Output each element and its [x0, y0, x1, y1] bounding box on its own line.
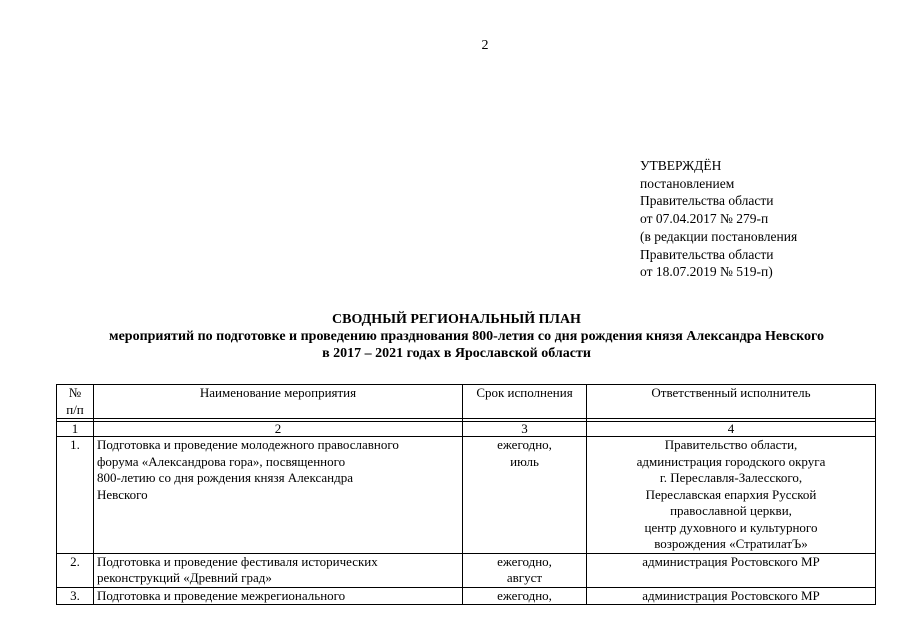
- row-term: ежегодно, июль: [463, 437, 587, 554]
- row-name: Подготовка и проведение фестиваля исторических реконструкций «Древний град»: [94, 553, 463, 587]
- row-executor: администрация Ростовского МР: [587, 553, 876, 587]
- row-term: ежегодно,: [463, 587, 587, 605]
- approval-line: от 18.07.2019 № 519-п): [640, 264, 773, 280]
- row-executor: администрация Ростовского МР: [587, 587, 876, 605]
- title-line-1: СВОДНЫЙ РЕГИОНАЛЬНЫЙ ПЛАН: [332, 312, 581, 327]
- row-number: 3.: [57, 587, 94, 605]
- title-line-2: мероприятий по подготовке и проведению празднования 800-летия со дня рождения князя Александра Невского: [109, 329, 824, 344]
- approval-line: от 07.04.2017 № 279-п: [640, 211, 769, 227]
- approval-line: Правительства области: [640, 193, 774, 209]
- approval-line: (в редакции постановления: [640, 228, 798, 244]
- table-row: [57, 437, 876, 554]
- approval-line: Правительства области: [640, 246, 774, 262]
- approval-block: [640, 157, 797, 281]
- column-number: 2: [94, 422, 463, 437]
- table-row: [57, 587, 876, 605]
- header-executor: Ответственный исполнитель: [587, 385, 876, 419]
- row-name: Подготовка и проведение молодежного православного форума «Александрова гора», посвященного 800-летию со дня рождения князя Александра Невского: [94, 437, 463, 554]
- row-name: Подготовка и проведение межрегионального: [94, 587, 463, 605]
- approval-line: постановлением: [640, 175, 735, 191]
- column-number: 1: [57, 422, 94, 437]
- column-numbers-row: [57, 422, 876, 437]
- approval-line: УТВЕРЖДЁН: [640, 158, 722, 173]
- header-num: № п/п: [57, 385, 94, 419]
- document-title: [0, 311, 905, 362]
- header-name: Наименование мероприятия: [94, 385, 463, 419]
- title-line-3: в 2017 – 2021 годах в Ярославской области: [322, 346, 591, 361]
- row-number: 2.: [57, 553, 94, 587]
- table-row: [57, 553, 876, 587]
- page-number: 2: [481, 38, 489, 53]
- table-header-row: [57, 385, 876, 419]
- column-number: 4: [587, 422, 876, 437]
- plan-table: [56, 384, 876, 605]
- row-executor: Правительство области, администрация городского округа г. Переславля-Залесского, Переславская епархия Русской православной церкви, центр духовного и культурного возрождения «СтратилатЪ»: [587, 437, 876, 554]
- row-term: ежегодно, август: [463, 553, 587, 587]
- column-number: 3: [463, 422, 587, 437]
- header-term: Срок исполнения: [463, 385, 587, 419]
- row-number: 1.: [57, 437, 94, 554]
